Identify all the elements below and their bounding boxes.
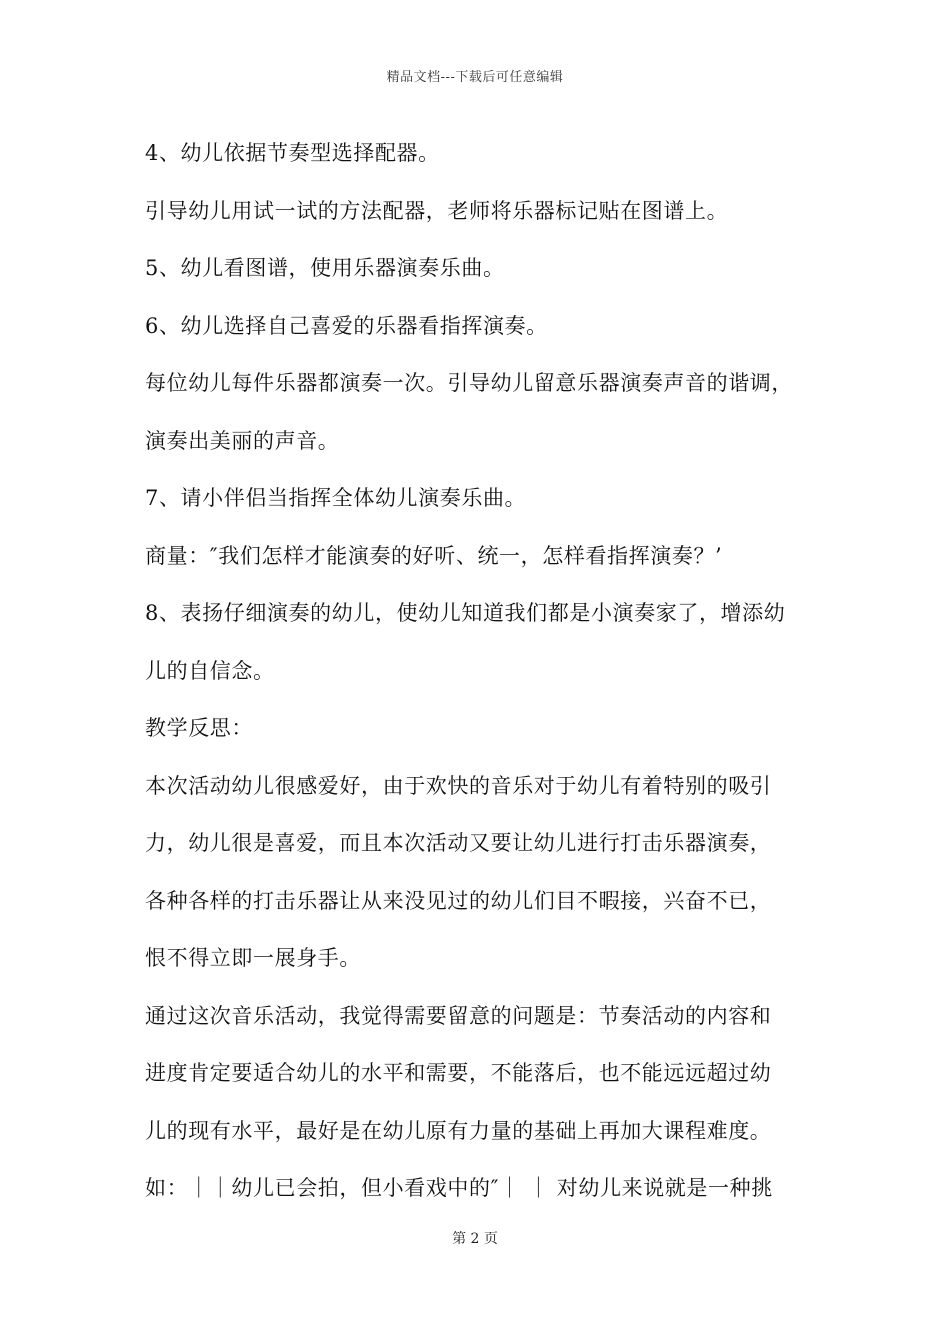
paragraph-line: 每位幼儿每件乐器都演奏一次。引导幼儿留意乐器演奏声音的谐调，	[145, 371, 793, 395]
paragraph-line: 6、幼儿选择自己喜爱的乐器看指挥演奏。	[145, 313, 548, 338]
paragraph-line: 进度肯定要适合幼儿的水平和需要，不能落后，也不能远远超过幼	[145, 1061, 772, 1085]
paragraph-line: 力，幼儿很是喜爱，而且本次活动又要让幼儿进行打击乐器演奏，	[145, 831, 772, 855]
paragraph-line: 7、请小伴侣当指挥全体幼儿演奏乐曲。	[145, 486, 527, 510]
paragraph-line: 本次活动幼儿很感爱好，由于欢快的音乐对于幼儿有着特别的吸引	[145, 773, 772, 798]
paragraph-line: 4、幼儿依据节奏型选择配器。	[145, 141, 440, 165]
paragraph-line: 演奏出美丽的声音。	[145, 428, 340, 453]
paragraph-line: 8、表扬仔细演奏的幼儿，使幼儿知道我们都是小演奏家了，增添幼	[145, 601, 786, 625]
paragraph-line: 恨不得立即一展身手。	[145, 946, 361, 970]
section-heading: 教学反思：	[145, 716, 253, 740]
paragraph-line: 儿的自信念。	[145, 658, 275, 683]
page-header: 精品文档---下载后可任意编辑	[386, 70, 564, 85]
paragraph-line: 商量：″我们怎样才能演奏的好听、统一，怎样看指挥演奏？’	[145, 543, 723, 568]
paragraph-line: 通过这次音乐活动，我觉得需要留意的问题是：节奏活动的内容和	[145, 1003, 772, 1028]
paragraph-line: 5、幼儿看图谱，使用乐器演奏乐曲。	[145, 256, 505, 280]
page-number: 第 2 页	[452, 1231, 498, 1247]
paragraph-line: 引导幼儿用试一试的方法配器，老师将乐器标记贴在图谱上。	[145, 198, 729, 223]
document-body	[145, 131, 835, 1224]
paragraph-line: 各种各样的打击乐器让从来没见过的幼儿们目不暇接，兴奋不已，	[145, 888, 772, 913]
paragraph-line: 如：｜｜幼儿已会拍，但小看戏中的″｜ ｜ 对幼儿来说就是一种挑	[145, 1176, 773, 1200]
paragraph-line: 儿的现有水平，最好是在幼儿原有力量的基础上再加大课程难度。	[145, 1118, 772, 1143]
